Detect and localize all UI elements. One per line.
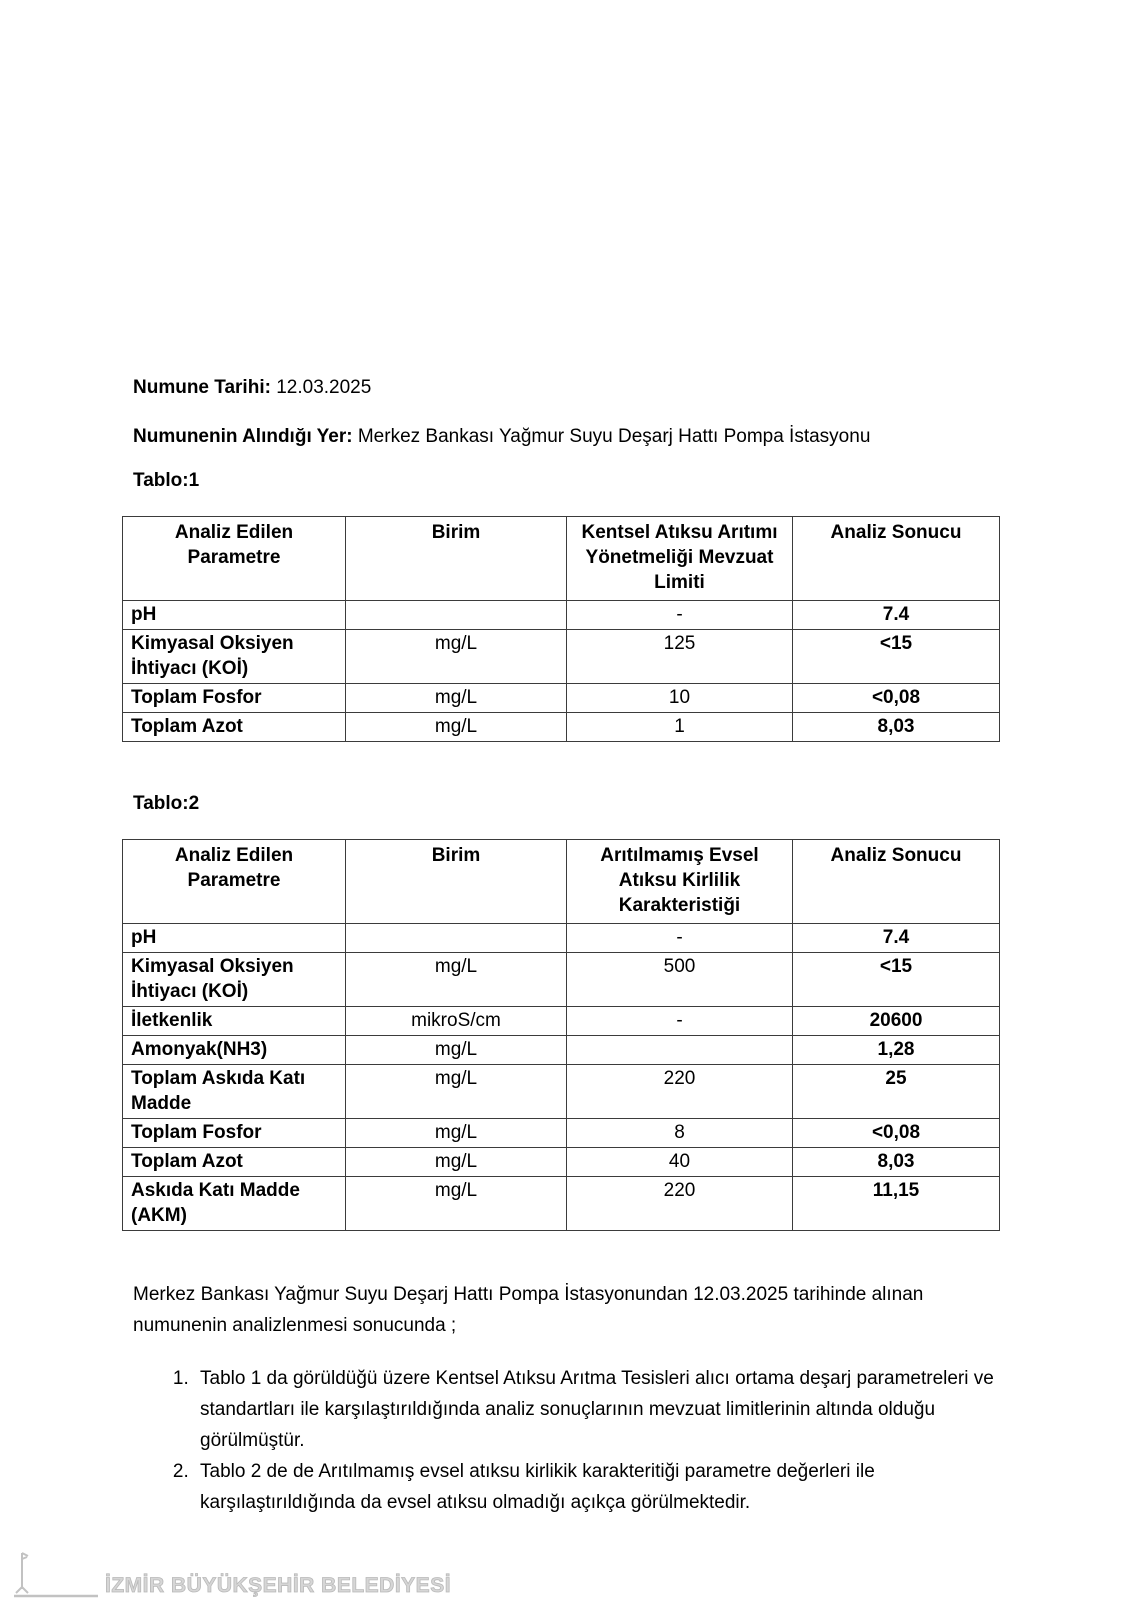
table-cell: 8,03 <box>793 1148 1000 1177</box>
table-cell: 1,28 <box>793 1036 1000 1065</box>
column-header: Arıtılmamış Evsel Atıksu Kirlilik Karakteristiği <box>567 840 793 924</box>
table2-body <box>123 924 1000 1231</box>
table-cell: Toplam Azot <box>123 1148 346 1177</box>
sample-date-value: 12.03.2025 <box>276 377 372 398</box>
table-cell: Kimyasal Oksiyen İhtiyacı (KOİ) <box>123 953 346 1007</box>
table-row <box>123 713 1000 742</box>
table-cell: <0,08 <box>793 684 1000 713</box>
table-cell: 220 <box>567 1065 793 1119</box>
table-cell: 40 <box>567 1148 793 1177</box>
table-cell: 220 <box>567 1177 793 1231</box>
sample-location-label: Numunenin Alındığı Yer: <box>133 426 353 447</box>
table-row <box>123 1065 1000 1119</box>
table-cell: <15 <box>793 953 1000 1007</box>
municipality-logo <box>12 1549 451 1599</box>
finding-item: 1. Tablo 1 da görüldüğü üzere Kentsel Atıksu Arıtma Tesisleri alıcı ortama deşarj parametreleri ve standartları ile karşılaştırıldığında analiz sonuçlarının mevzuat limitlerinin altında olduğu görülmüştür. <box>194 1363 1002 1456</box>
column-header: Analiz Edilen Parametre <box>123 840 346 924</box>
table-cell: Toplam Askıda Katı Madde <box>123 1065 346 1119</box>
analysis-table-2 <box>122 839 1000 1231</box>
table-cell: Toplam Fosfor <box>123 684 346 713</box>
column-header: Birim <box>346 840 567 924</box>
column-header: Analiz Edilen Parametre <box>123 517 346 601</box>
table-cell: Toplam Fosfor <box>123 1119 346 1148</box>
table-cell: Kimyasal Oksiyen İhtiyacı (KOİ) <box>123 630 346 684</box>
column-header: Analiz Sonucu <box>793 517 1000 601</box>
findings-list <box>122 1363 1002 1518</box>
sample-location-value: Merkez Bankası Yağmur Suyu Deşarj Hattı Pompa İstasyonu <box>357 426 871 447</box>
municipality-logo-text: İZMİR BÜYÜKŞEHİR BELEDİYESİ <box>105 1574 452 1597</box>
table-cell: mg/L <box>346 1119 567 1148</box>
sample-date-label: Numune Tarihi: <box>133 377 271 398</box>
table-cell: mg/L <box>346 1148 567 1177</box>
table-row <box>123 1007 1000 1036</box>
table-row <box>123 953 1000 1007</box>
table-cell: Toplam Azot <box>123 713 346 742</box>
column-header: Kentsel Atıksu Arıtımı Yönetmeliği Mevzuat Limiti <box>567 517 793 601</box>
table-cell: - <box>567 601 793 630</box>
table-cell: mg/L <box>346 684 567 713</box>
table-cell: 10 <box>567 684 793 713</box>
table-cell: Askıda Katı Madde (AKM) <box>123 1177 346 1231</box>
table-cell: mg/L <box>346 713 567 742</box>
table-cell: pH <box>123 924 346 953</box>
table-cell: - <box>567 1007 793 1036</box>
table-cell: 7.4 <box>793 601 1000 630</box>
table-cell: <15 <box>793 630 1000 684</box>
table-cell: 500 <box>567 953 793 1007</box>
table2-label: Tablo:2 <box>133 793 200 814</box>
table-cell: mg/L <box>346 953 567 1007</box>
table-cell: 8 <box>567 1119 793 1148</box>
clock-tower-icon <box>12 1549 100 1599</box>
table-row <box>123 1148 1000 1177</box>
column-header: Birim <box>346 517 567 601</box>
column-header: Analiz Sonucu <box>793 840 1000 924</box>
table-header-row <box>123 840 1000 924</box>
table-cell: İletkenlik <box>123 1007 346 1036</box>
table-row <box>123 1119 1000 1148</box>
table-row <box>123 924 1000 953</box>
sample-location-line <box>133 421 1002 452</box>
finding-item: 2. Tablo 2 de de Arıtılmamış evsel atıksu kirlikik karakteritiği parametre değerleri ile karşılaştırıldığında da evsel atıksu olmadığı açıkça görülmektedir. <box>194 1456 1002 1518</box>
table-cell: 8,03 <box>793 713 1000 742</box>
table-cell: 1 <box>567 713 793 742</box>
analysis-table-1 <box>122 516 1000 742</box>
sample-date-line <box>133 372 1002 403</box>
table-cell: mg/L <box>346 1036 567 1065</box>
table-row <box>123 601 1000 630</box>
table-cell: mikroS/cm <box>346 1007 567 1036</box>
table-cell: 125 <box>567 630 793 684</box>
table-cell: mg/L <box>346 630 567 684</box>
table-cell: - <box>567 924 793 953</box>
table-cell: pH <box>123 601 346 630</box>
table1-label: Tablo:1 <box>133 470 200 491</box>
table-header-row <box>123 517 1000 601</box>
summary-paragraph: Merkez Bankası Yağmur Suyu Deşarj Hattı Pompa İstasyonundan 12.03.2025 tarihinde alınan numunenin analizlenmesi sonucunda ; <box>133 1284 924 1336</box>
table-row <box>123 1036 1000 1065</box>
table-cell: mg/L <box>346 1177 567 1231</box>
table-cell: 7.4 <box>793 924 1000 953</box>
table-cell: mg/L <box>346 1065 567 1119</box>
table1-header <box>123 517 1000 601</box>
table-cell <box>346 601 567 630</box>
table-cell <box>346 924 567 953</box>
table-cell: 20600 <box>793 1007 1000 1036</box>
table1-body <box>123 601 1000 742</box>
table-cell: <0,08 <box>793 1119 1000 1148</box>
table-cell: 11,15 <box>793 1177 1000 1231</box>
table-cell: Amonyak(NH3) <box>123 1036 346 1065</box>
table-cell <box>567 1036 793 1065</box>
table-row <box>123 1177 1000 1231</box>
table-row <box>123 684 1000 713</box>
document-content <box>122 372 1002 1518</box>
table2-header <box>123 840 1000 924</box>
table-cell: 25 <box>793 1065 1000 1119</box>
table-row <box>123 630 1000 684</box>
